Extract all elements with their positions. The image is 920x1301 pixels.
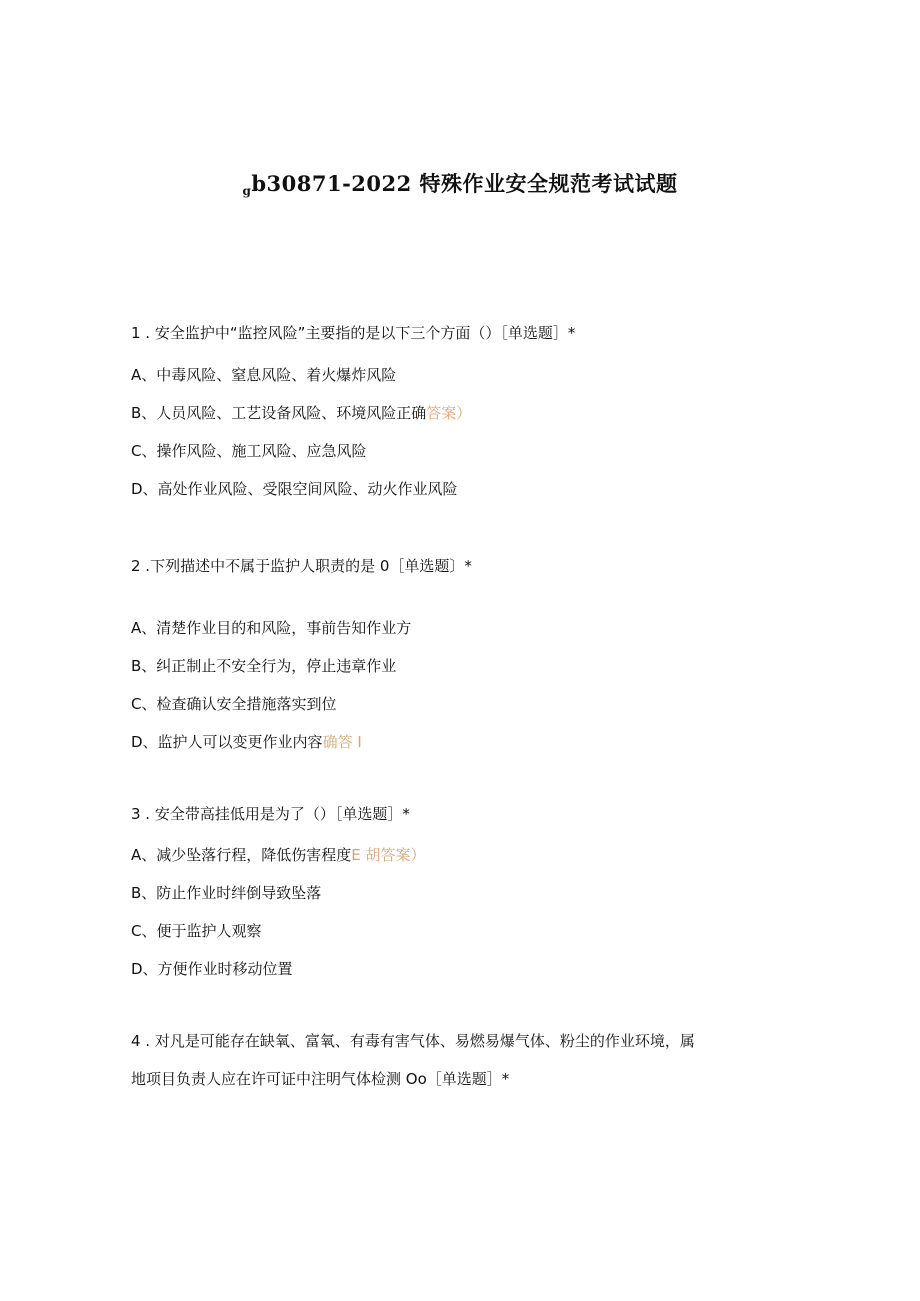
option-text: D、监护人可以变更作业内容	[131, 733, 323, 751]
question-2-option-d[interactable]	[131, 732, 362, 752]
question-2-option-c[interactable]	[131, 694, 336, 714]
option-text: D、高处作业风险、受限空间风险、动火作业风险	[131, 480, 458, 498]
question-1-stem: 1 . 安全监护中“监控风险”主要指的是以下三个方面（）［单选题］*	[131, 324, 576, 342]
option-text: C、便于监护人观察	[131, 922, 262, 940]
question-4-stem-line-1: 4 . 对凡是可能存在缺氧、富氧、有毒有害气体、易燃易爆气体、粉尘的作业环境，属	[131, 1032, 695, 1050]
option-text: A、清楚作业目的和风险，事前告知作业方	[131, 619, 412, 637]
question-3-option-b[interactable]	[131, 883, 321, 903]
question-3-stem: 3 . 安全带高挂低用是为了（）［单选题］*	[131, 805, 410, 823]
option-text: C、操作风险、施工风险、应急风险	[131, 442, 367, 460]
question-1-option-b[interactable]	[131, 403, 471, 423]
question-1-option-a[interactable]	[131, 365, 396, 385]
question-1-option-c[interactable]	[131, 441, 366, 461]
question-1-option-d[interactable]	[131, 479, 458, 499]
title-code: b30871-2022	[251, 171, 412, 196]
option-text: A、减少坠落行程，降低伤害程度	[131, 846, 352, 864]
question-2-stem: 2 .下列描述中不属于监护人职责的是 0［单选题〕*	[131, 557, 472, 575]
question-3-option-c[interactable]	[131, 921, 261, 941]
question-2-option-b[interactable]	[131, 656, 396, 676]
option-text: B、人员风险、工艺设备风险、环境风险正确	[131, 404, 427, 422]
question-3-option-a[interactable]	[131, 845, 426, 865]
title-text: 特殊作业安全规范考试试题	[411, 172, 678, 196]
option-text: C、检查确认安全措施落实到位	[131, 695, 337, 713]
title-prefix: g	[242, 184, 252, 198]
question-3-option-d[interactable]	[131, 959, 293, 979]
page-title	[0, 168, 920, 198]
option-text: B、纠正制止不安全行为，停止违章作业	[131, 657, 397, 675]
question-4-stem-line-2: 地项目负责人应在许可证中注明气体检测 Oo［单选题］*	[131, 1070, 510, 1088]
option-text: B、防止作业时绊倒导致坠落	[131, 884, 322, 902]
question-2-option-a[interactable]	[131, 618, 411, 638]
answer-mark: 答案）	[426, 404, 472, 422]
answer-mark: 确答 I	[322, 733, 362, 751]
option-text: A、中毒风险、窒息风险、着火爆炸风险	[131, 366, 397, 384]
answer-mark: E 胡答案）	[351, 846, 426, 864]
option-text: D、方便作业时移动位置	[131, 960, 293, 978]
